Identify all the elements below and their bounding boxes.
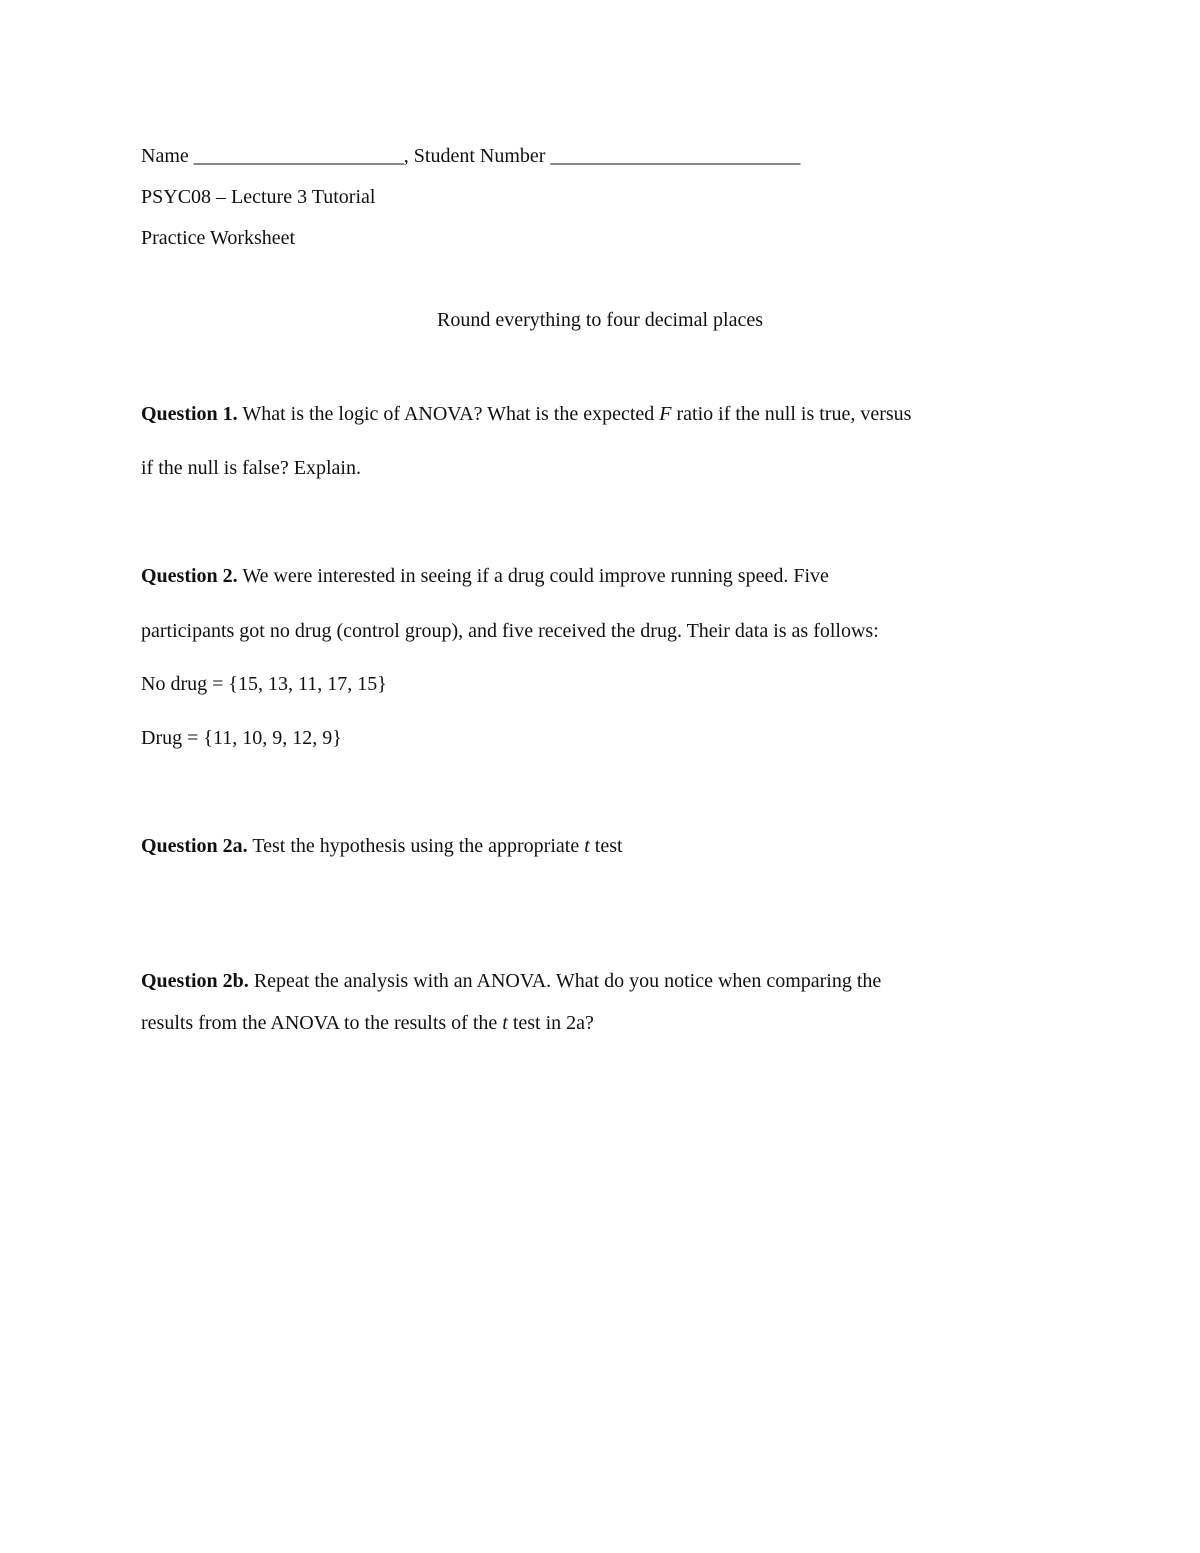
question-2a-label: Question 2a. bbox=[141, 835, 248, 857]
question-1-line-1 bbox=[141, 404, 911, 424]
question-2b-text-a: results from the ANOVA to the results of the bbox=[141, 1012, 503, 1034]
t-italic-2b: t bbox=[502, 1012, 508, 1034]
question-1-label: Question 1. bbox=[141, 403, 238, 425]
name-blank: _____________________ bbox=[193, 145, 404, 167]
question-2b-text: Repeat the analysis with an ANOVA. What do you notice when comparing the bbox=[248, 970, 882, 992]
question-2-line-1 bbox=[141, 566, 829, 586]
question-2-label: Question 2. bbox=[141, 565, 238, 587]
question-2a-text-b: test bbox=[589, 835, 623, 857]
instruction-text: Round everything to four decimal places bbox=[436, 309, 763, 331]
question-1-text-b: ratio if the null is true, versus bbox=[671, 403, 912, 425]
question-1-line-2: if the null is false? Explain. bbox=[141, 457, 361, 479]
f-italic: F bbox=[659, 403, 672, 425]
question-2-text: We were interested in seeing if a drug could improve running speed. Five bbox=[237, 565, 829, 587]
question-2b-text-b: test in 2a? bbox=[507, 1012, 594, 1034]
question-2b-label: Question 2b. bbox=[141, 970, 249, 992]
name-label: Name bbox=[141, 145, 189, 167]
drug-data: Drug = {11, 10, 9, 12, 9} bbox=[141, 727, 342, 749]
question-2-line-2: participants got no drug (control group), and five received the drug. Their data is as follows: bbox=[141, 620, 879, 642]
name-student-number-line bbox=[141, 146, 800, 166]
no-drug-data: No drug = {15, 13, 11, 17, 15} bbox=[141, 673, 387, 695]
question-2a-line bbox=[141, 836, 623, 856]
student-number-blank: _________________________ bbox=[550, 145, 801, 167]
t-italic: t bbox=[584, 835, 590, 857]
question-1-text-a: What is the logic of ANOVA? What is the expected bbox=[237, 403, 660, 425]
student-number-label: Student Number bbox=[413, 145, 546, 167]
question-2b-line-1 bbox=[141, 971, 881, 991]
worksheet-title: Practice Worksheet bbox=[141, 227, 296, 249]
question-2b-line-2 bbox=[141, 1013, 594, 1033]
question-2a-text-a: Test the hypothesis using the appropriate bbox=[247, 835, 585, 857]
course-line: PSYC08 – Lecture 3 Tutorial bbox=[141, 186, 376, 208]
header-separator: , bbox=[403, 145, 414, 167]
